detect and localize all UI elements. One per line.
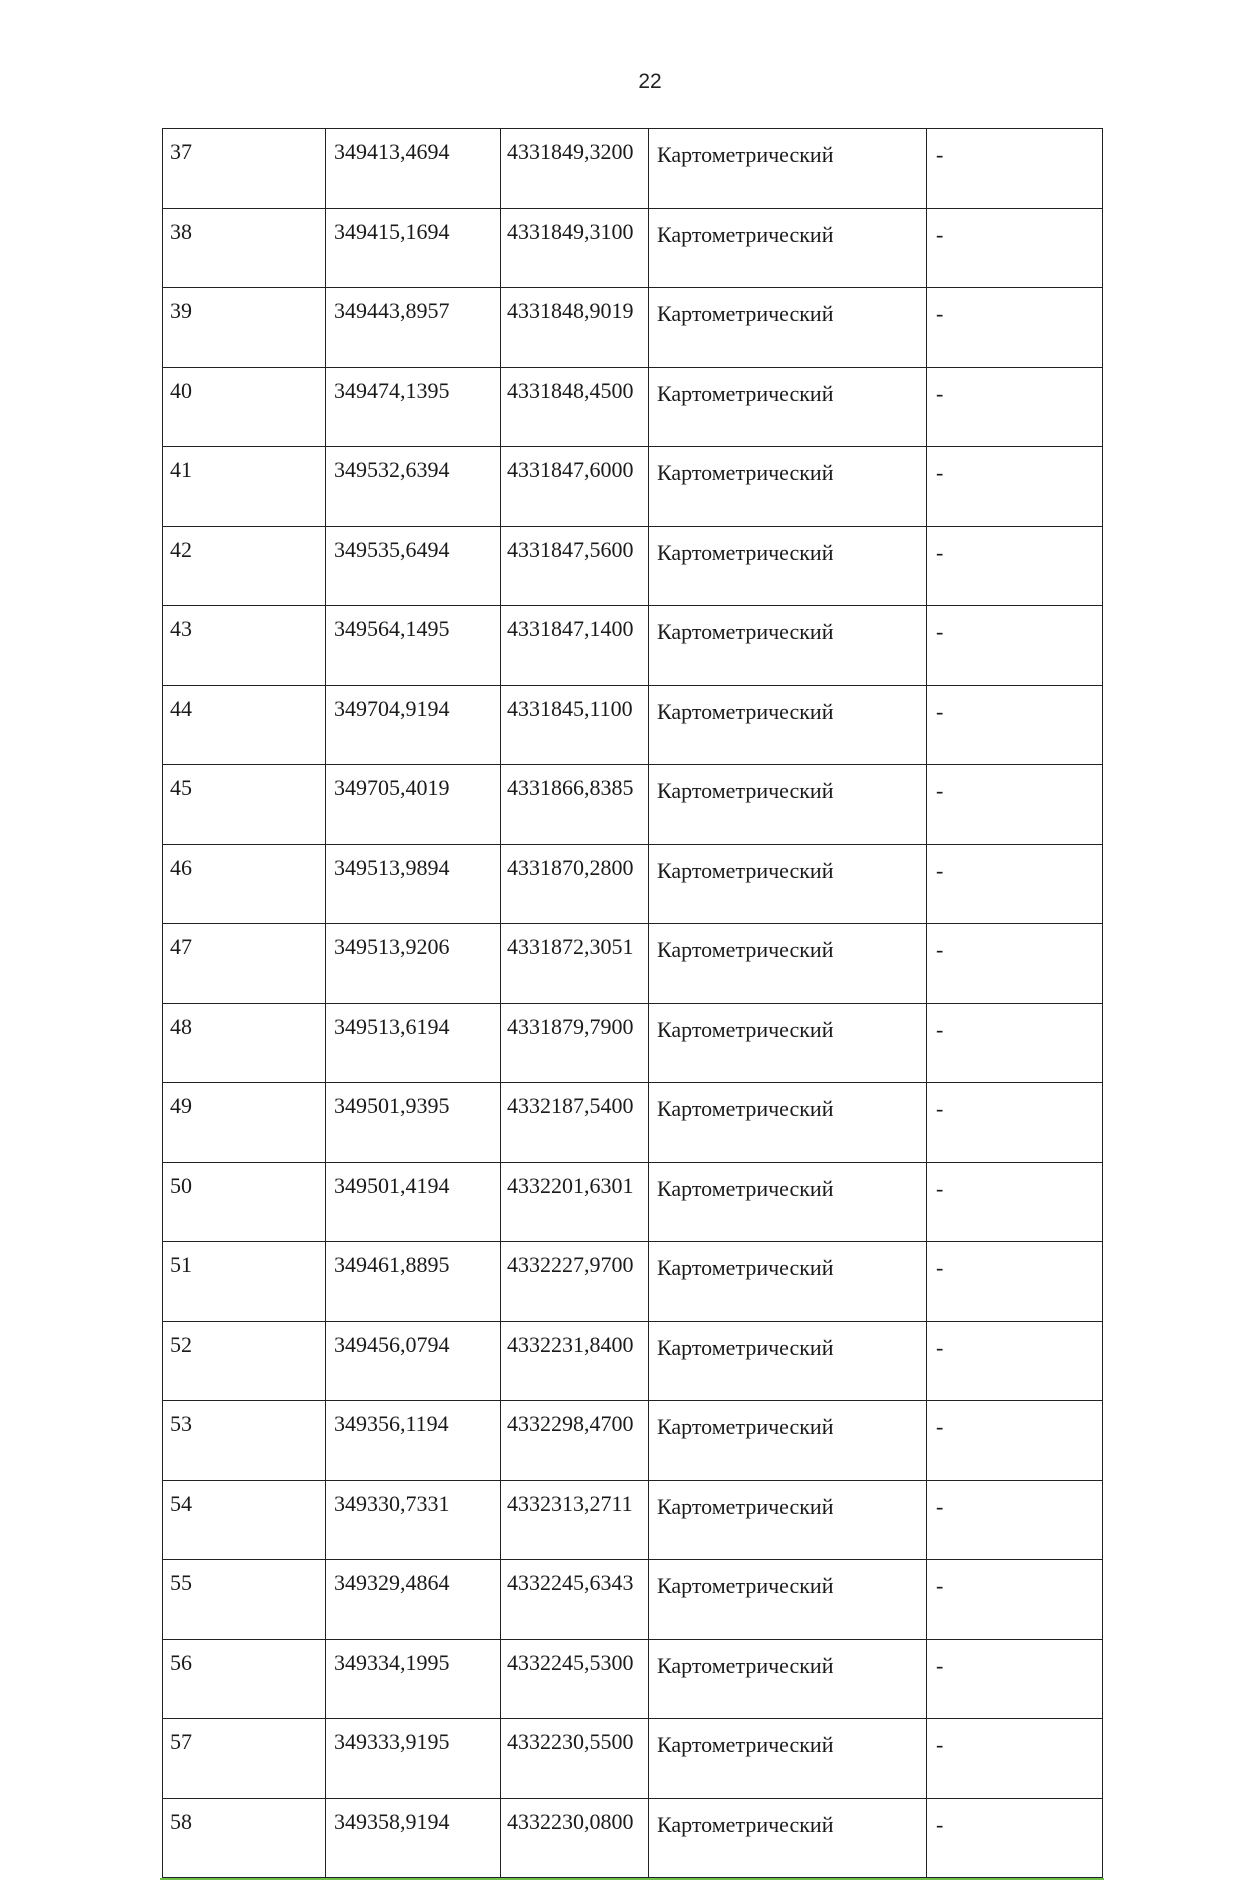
note-cell: - bbox=[927, 844, 1103, 924]
y-coordinate-cell: 4332313,2711 bbox=[501, 1480, 649, 1560]
table-row bbox=[163, 685, 1103, 765]
note-cell: - bbox=[927, 526, 1103, 606]
point-number-cell: 49 bbox=[163, 1083, 326, 1163]
note-cell: - bbox=[927, 1798, 1103, 1878]
method-cell: Картометрический bbox=[649, 685, 927, 765]
method-cell: Картометрический bbox=[649, 1083, 927, 1163]
method-cell: Картометрический bbox=[649, 288, 927, 368]
x-coordinate-cell: 349513,9206 bbox=[326, 924, 501, 1004]
point-number-cell: 55 bbox=[163, 1560, 326, 1640]
point-number-cell: 53 bbox=[163, 1401, 326, 1481]
x-coordinate-cell: 349564,1495 bbox=[326, 606, 501, 686]
method-cell: Картометрический bbox=[649, 606, 927, 686]
y-coordinate-cell: 4332245,5300 bbox=[501, 1639, 649, 1719]
x-coordinate-cell: 349501,9395 bbox=[326, 1083, 501, 1163]
y-coordinate-cell: 4332231,8400 bbox=[501, 1321, 649, 1401]
table-row bbox=[163, 288, 1103, 368]
note-cell: - bbox=[927, 1321, 1103, 1401]
y-coordinate-cell: 4332245,6343 bbox=[501, 1560, 649, 1640]
method-cell: Картометрический bbox=[649, 208, 927, 288]
y-coordinate-cell: 4332227,9700 bbox=[501, 1242, 649, 1322]
y-coordinate-cell: 4332230,5500 bbox=[501, 1719, 649, 1799]
y-coordinate-cell: 4332201,6301 bbox=[501, 1162, 649, 1242]
point-number-cell: 40 bbox=[163, 367, 326, 447]
x-coordinate-cell: 349474,1395 bbox=[326, 367, 501, 447]
y-coordinate-cell: 4331848,4500 bbox=[501, 367, 649, 447]
table-row bbox=[163, 367, 1103, 447]
x-coordinate-cell: 349513,9894 bbox=[326, 844, 501, 924]
x-coordinate-cell: 349330,7331 bbox=[326, 1480, 501, 1560]
method-cell: Картометрический bbox=[649, 765, 927, 845]
x-coordinate-cell: 349704,9194 bbox=[326, 685, 501, 765]
x-coordinate-cell: 349333,9195 bbox=[326, 1719, 501, 1799]
x-coordinate-cell: 349415,1694 bbox=[326, 208, 501, 288]
table-row bbox=[163, 844, 1103, 924]
point-number-cell: 47 bbox=[163, 924, 326, 1004]
note-cell: - bbox=[927, 1639, 1103, 1719]
y-coordinate-cell: 4331872,3051 bbox=[501, 924, 649, 1004]
method-cell: Картометрический bbox=[649, 844, 927, 924]
y-coordinate-cell: 4331849,3200 bbox=[501, 129, 649, 209]
point-number-cell: 58 bbox=[163, 1798, 326, 1878]
point-number-cell: 52 bbox=[163, 1321, 326, 1401]
table-row bbox=[163, 526, 1103, 606]
x-coordinate-cell: 349513,6194 bbox=[326, 1003, 501, 1083]
note-cell: - bbox=[927, 1401, 1103, 1481]
note-cell: - bbox=[927, 924, 1103, 1004]
note-cell: - bbox=[927, 447, 1103, 527]
note-cell: - bbox=[927, 208, 1103, 288]
point-number-cell: 42 bbox=[163, 526, 326, 606]
page-number: 22 bbox=[638, 70, 662, 93]
note-cell: - bbox=[927, 606, 1103, 686]
table-row bbox=[163, 1719, 1103, 1799]
y-coordinate-cell: 4331847,5600 bbox=[501, 526, 649, 606]
y-coordinate-cell: 4331848,9019 bbox=[501, 288, 649, 368]
point-number-cell: 39 bbox=[163, 288, 326, 368]
x-coordinate-cell: 349705,4019 bbox=[326, 765, 501, 845]
y-coordinate-cell: 4331879,7900 bbox=[501, 1003, 649, 1083]
note-cell: - bbox=[927, 1083, 1103, 1163]
y-coordinate-cell: 4331847,6000 bbox=[501, 447, 649, 527]
y-coordinate-cell: 4332187,5400 bbox=[501, 1083, 649, 1163]
method-cell: Картометрический bbox=[649, 924, 927, 1004]
table-row bbox=[163, 129, 1103, 209]
coordinates-table bbox=[162, 128, 1103, 1878]
table-row bbox=[163, 1480, 1103, 1560]
x-coordinate-cell: 349413,4694 bbox=[326, 129, 501, 209]
x-coordinate-cell: 349358,9194 bbox=[326, 1798, 501, 1878]
x-coordinate-cell: 349356,1194 bbox=[326, 1401, 501, 1481]
table-row bbox=[163, 208, 1103, 288]
y-coordinate-cell: 4331870,2800 bbox=[501, 844, 649, 924]
note-cell: - bbox=[927, 1560, 1103, 1640]
table-row bbox=[163, 765, 1103, 845]
y-coordinate-cell: 4331847,1400 bbox=[501, 606, 649, 686]
method-cell: Картометрический bbox=[649, 1639, 927, 1719]
table-row bbox=[163, 1242, 1103, 1322]
table-row bbox=[163, 924, 1103, 1004]
note-cell: - bbox=[927, 1162, 1103, 1242]
method-cell: Картометрический bbox=[649, 1480, 927, 1560]
table-row bbox=[163, 1003, 1103, 1083]
method-cell: Картометрический bbox=[649, 1242, 927, 1322]
method-cell: Картометрический bbox=[649, 1719, 927, 1799]
note-cell: - bbox=[927, 1242, 1103, 1322]
point-number-cell: 45 bbox=[163, 765, 326, 845]
x-coordinate-cell: 349329,4864 bbox=[326, 1560, 501, 1640]
method-cell: Картометрический bbox=[649, 526, 927, 606]
note-cell: - bbox=[927, 1480, 1103, 1560]
table-row bbox=[163, 447, 1103, 527]
note-cell: - bbox=[927, 1003, 1103, 1083]
y-coordinate-cell: 4331866,8385 bbox=[501, 765, 649, 845]
note-cell: - bbox=[927, 685, 1103, 765]
y-coordinate-cell: 4332298,4700 bbox=[501, 1401, 649, 1481]
method-cell: Картометрический bbox=[649, 1560, 927, 1640]
method-cell: Картометрический bbox=[649, 129, 927, 209]
x-coordinate-cell: 349443,8957 bbox=[326, 288, 501, 368]
method-cell: Картометрический bbox=[649, 367, 927, 447]
x-coordinate-cell: 349461,8895 bbox=[326, 1242, 501, 1322]
method-cell: Картометрический bbox=[649, 1003, 927, 1083]
method-cell: Картометрический bbox=[649, 1162, 927, 1242]
point-number-cell: 57 bbox=[163, 1719, 326, 1799]
table-row bbox=[163, 606, 1103, 686]
table-row bbox=[163, 1083, 1103, 1163]
point-number-cell: 37 bbox=[163, 129, 326, 209]
x-coordinate-cell: 349456,0794 bbox=[326, 1321, 501, 1401]
table-row bbox=[163, 1162, 1103, 1242]
y-coordinate-cell: 4331849,3100 bbox=[501, 208, 649, 288]
point-number-cell: 38 bbox=[163, 208, 326, 288]
point-number-cell: 56 bbox=[163, 1639, 326, 1719]
note-cell: - bbox=[927, 288, 1103, 368]
coordinates-table-body bbox=[163, 129, 1103, 1878]
x-coordinate-cell: 349532,6394 bbox=[326, 447, 501, 527]
method-cell: Картометрический bbox=[649, 1321, 927, 1401]
y-coordinate-cell: 4331845,1100 bbox=[501, 685, 649, 765]
table-row bbox=[163, 1798, 1103, 1878]
point-number-cell: 48 bbox=[163, 1003, 326, 1083]
point-number-cell: 44 bbox=[163, 685, 326, 765]
note-cell: - bbox=[927, 765, 1103, 845]
method-cell: Картометрический bbox=[649, 1798, 927, 1878]
x-coordinate-cell: 349535,6494 bbox=[326, 526, 501, 606]
point-number-cell: 50 bbox=[163, 1162, 326, 1242]
table-row bbox=[163, 1560, 1103, 1640]
x-coordinate-cell: 349334,1995 bbox=[326, 1639, 501, 1719]
y-coordinate-cell: 4332230,0800 bbox=[501, 1798, 649, 1878]
point-number-cell: 54 bbox=[163, 1480, 326, 1560]
note-cell: - bbox=[927, 367, 1103, 447]
point-number-cell: 46 bbox=[163, 844, 326, 924]
table-row bbox=[163, 1639, 1103, 1719]
note-cell: - bbox=[927, 1719, 1103, 1799]
note-cell: - bbox=[927, 129, 1103, 209]
point-number-cell: 51 bbox=[163, 1242, 326, 1322]
point-number-cell: 43 bbox=[163, 606, 326, 686]
table-row bbox=[163, 1321, 1103, 1401]
table-row bbox=[163, 1401, 1103, 1481]
method-cell: Картометрический bbox=[649, 1401, 927, 1481]
method-cell: Картометрический bbox=[649, 447, 927, 527]
x-coordinate-cell: 349501,4194 bbox=[326, 1162, 501, 1242]
point-number-cell: 41 bbox=[163, 447, 326, 527]
